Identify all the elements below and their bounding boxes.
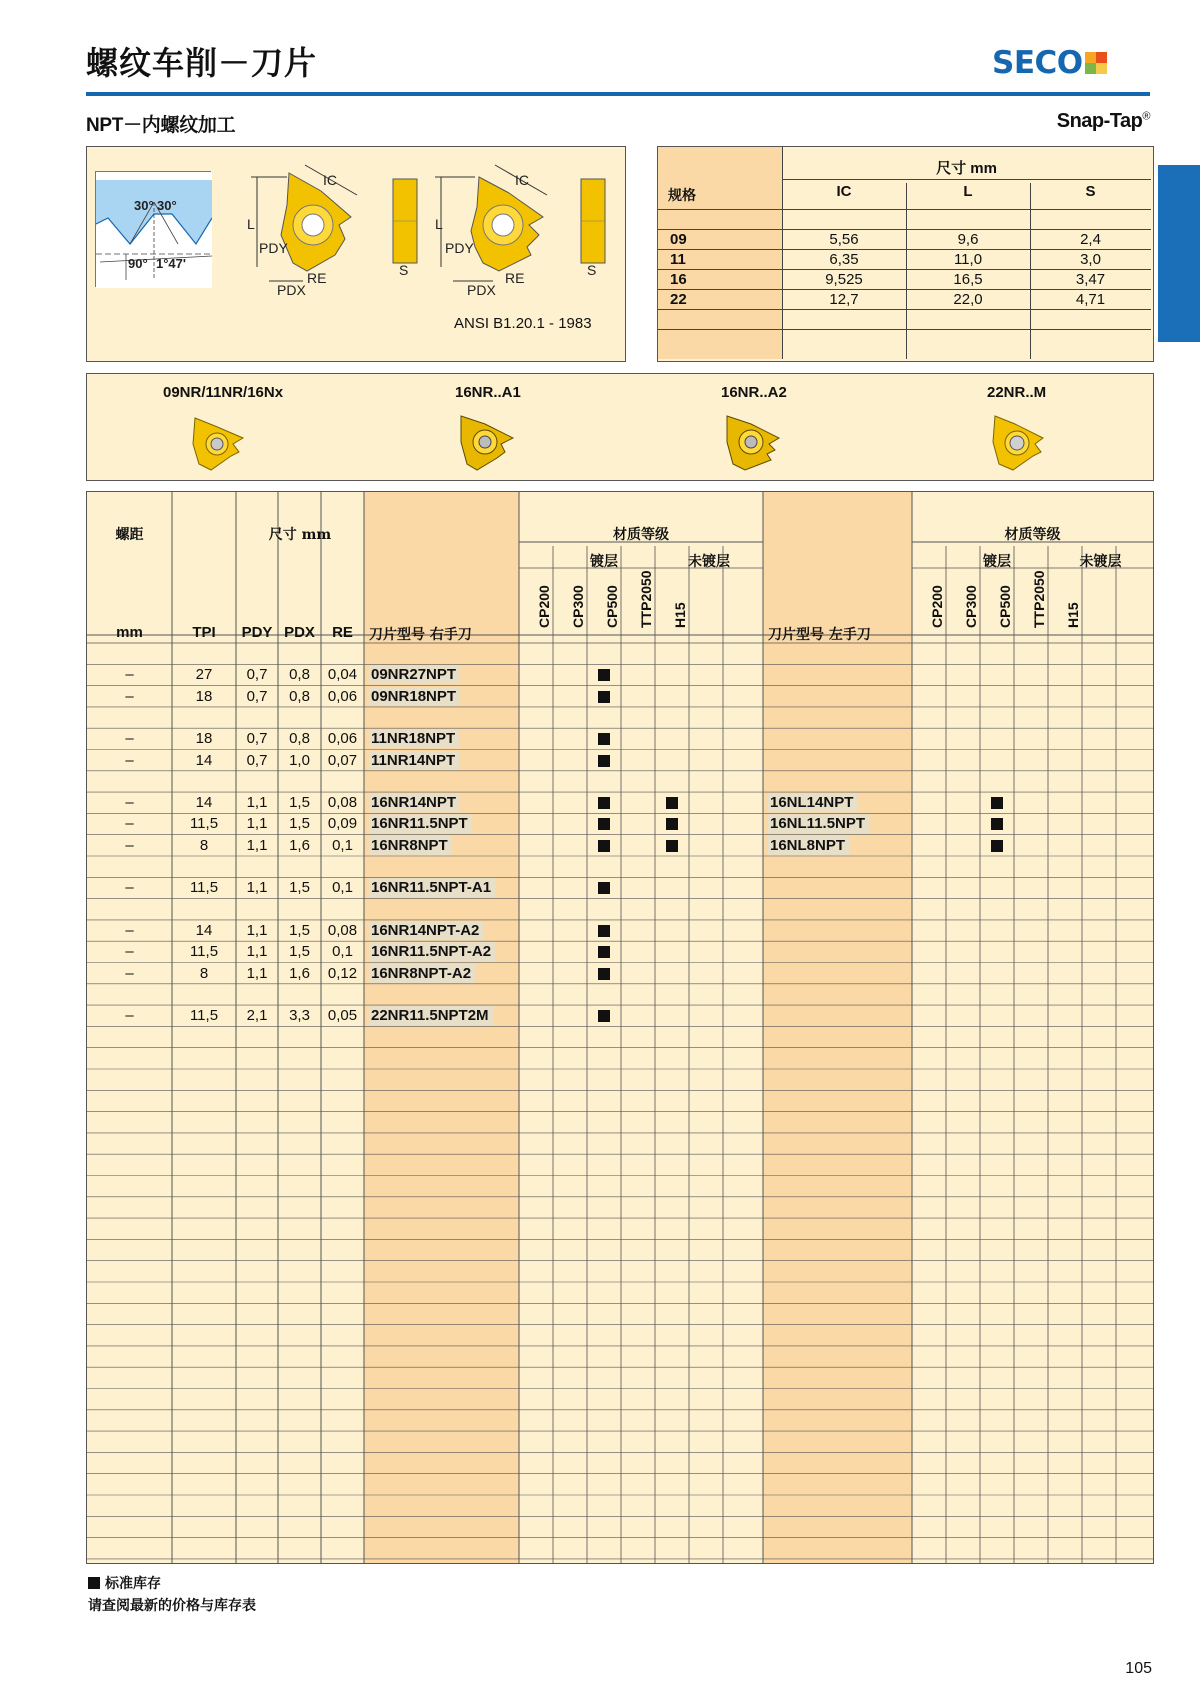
insert-22nr-m-icon	[989, 412, 1049, 472]
re-cell: 0,1	[332, 879, 353, 897]
right-hand-code-header: 刀片型号 右手刀	[369, 627, 472, 643]
pdy-cell: 1,1	[246, 836, 268, 854]
grade-cp500-header-right: CP500	[604, 585, 620, 628]
uncoated-header-right: 未镀层	[688, 554, 730, 570]
pdy-cell: 1,1	[246, 879, 268, 897]
re-cell: 0,04	[327, 666, 358, 684]
pdy-cell: 0,7	[246, 751, 268, 769]
pdx-cell: 1,5	[289, 943, 310, 961]
mm-cell: –	[125, 921, 134, 939]
s-label-2: S	[587, 262, 597, 275]
tpi-cell: 11,5	[189, 1007, 219, 1025]
table-grid	[87, 492, 1153, 1563]
pdy-cell: 0,7	[246, 666, 268, 684]
coated-header-right: 镀层	[590, 554, 618, 570]
grade-cp200-header-left: CP200	[929, 585, 945, 628]
ic-col-header: IC	[836, 183, 852, 200]
left-hand-insert-code[interactable]: 16NL11.5NPT	[768, 814, 869, 833]
pdx-cell: 0,8	[289, 666, 310, 684]
left-hand-insert-code[interactable]: 16NL8NPT	[768, 836, 849, 855]
pdx-cell: 0,8	[289, 730, 310, 748]
tpi-cell: 11,5	[189, 943, 219, 961]
right-hand-insert-code[interactable]: 16NR8NPT-A2	[369, 964, 475, 983]
uncoated-header-left: 未镀层	[1079, 554, 1122, 570]
s-value: 2,4	[1080, 231, 1101, 248]
s-value: 4,71	[1075, 291, 1106, 308]
grade-ttp2050-header-right: TTP2050	[638, 570, 654, 628]
insert-type-label: 16NR..A1	[455, 384, 521, 401]
insert-type-label: 22NR..M	[987, 384, 1047, 401]
grades-header-left: 材质等级	[1004, 527, 1061, 543]
size-col-header: 规格	[668, 188, 696, 204]
coated-header-left: 镀层	[983, 554, 1011, 570]
page-number: 105	[1125, 1660, 1152, 1677]
section-tab[interactable]	[1158, 165, 1200, 342]
ic-value: 6,35	[829, 251, 859, 268]
stock-marker-icon	[991, 840, 1003, 852]
grade-ttp2050-header-left: TTP2050	[1031, 570, 1047, 628]
right-hand-insert-code[interactable]: 22NR11.5NPT2M	[369, 1006, 493, 1025]
right-hand-insert-code[interactable]: 09NR18NPT	[369, 687, 460, 706]
right-hand-insert-code[interactable]: 11NR14NPT	[369, 751, 459, 770]
taper-angle-label: 1°47'	[156, 256, 186, 271]
angle-right-label: 30°	[157, 198, 177, 213]
grade-cp200-header-right: CP200	[536, 585, 552, 628]
mm-cell: –	[125, 964, 134, 982]
tpi-header: TPI	[192, 624, 216, 641]
insert-09nr-icon	[189, 414, 249, 474]
l-label: L	[247, 216, 255, 232]
re-cell: 0,06	[327, 730, 358, 748]
s-value: 3,0	[1080, 251, 1101, 268]
s-col-header: S	[1085, 183, 1096, 200]
insert-side-view-2	[575, 175, 619, 275]
mm-cell: –	[125, 730, 134, 748]
stock-legend-text: 标准库存	[105, 1576, 161, 1592]
pdx-cell: 1,5	[289, 879, 310, 897]
stock-marker-icon	[666, 840, 678, 852]
re-cell: 0,05	[327, 1007, 358, 1025]
size-code: 22	[670, 291, 687, 308]
pitch-header: 螺距	[115, 527, 144, 543]
brand-name	[1057, 110, 1150, 133]
l-value: 16,5	[953, 271, 983, 288]
pdx-cell: 1,5	[289, 815, 310, 833]
size-code: 16	[670, 271, 687, 288]
stock-marker-icon	[598, 818, 610, 830]
insert-side-view-1	[387, 175, 427, 275]
l-label-2: L	[435, 216, 443, 232]
l-value: 22,0	[953, 291, 983, 308]
insert-type-strip	[86, 373, 1154, 481]
ic-label: IC	[323, 172, 337, 188]
grade-cp300-header-right: CP300	[570, 585, 586, 628]
stock-marker-icon	[88, 1577, 100, 1589]
price-note: 请查阅最新的价格与库存表	[88, 1598, 256, 1614]
right-hand-insert-code[interactable]: 11NR18NPT	[369, 729, 459, 748]
pdx-cell: 0,8	[289, 687, 310, 705]
right-hand-insert-code[interactable]: 16NR11.5NPT	[369, 814, 472, 833]
stock-marker-icon	[598, 925, 610, 937]
left-hand-code-header: 刀片型号 左手刀	[768, 627, 871, 643]
pdx-header: PDX	[284, 624, 315, 641]
stock-marker-icon	[666, 797, 678, 809]
tpi-cell: 18	[195, 687, 213, 705]
stock-marker-icon	[666, 818, 678, 830]
mm-header: mm	[116, 624, 143, 641]
stock-marker-icon	[991, 797, 1003, 809]
stock-marker-icon	[598, 797, 610, 809]
pdx-cell: 1,0	[289, 751, 310, 769]
mm-cell: –	[125, 836, 134, 854]
tpi-cell: 14	[195, 751, 213, 769]
mm-cell: –	[125, 794, 134, 812]
re-cell: 0,06	[327, 687, 358, 705]
logo-mark-icon	[1085, 52, 1107, 74]
right-hand-insert-code[interactable]: 16NR11.5NPT-A2	[369, 942, 495, 961]
grades-header-right: 材质等级	[613, 527, 669, 543]
seco-logo	[992, 46, 1107, 80]
re-label: RE	[307, 270, 327, 286]
re-cell: 0,1	[332, 943, 353, 961]
insert-type-label: 09NR/11NR/16Nx	[163, 384, 284, 401]
s-label: S	[399, 262, 409, 275]
brand-registered-mark: ®	[1142, 110, 1150, 123]
stock-marker-icon	[598, 669, 610, 681]
tpi-cell: 11,5	[189, 815, 219, 833]
tpi-cell: 27	[195, 666, 213, 684]
insert-table	[86, 491, 1154, 1564]
tpi-cell: 8	[199, 836, 209, 854]
standard-label: ANSI B1.20.1 - 1983	[454, 315, 592, 332]
brand-label: Snap-Tap	[1056, 110, 1143, 132]
stock-marker-icon	[598, 968, 610, 980]
right-hand-insert-code[interactable]: 16NR8NPT	[369, 836, 452, 855]
stock-marker-icon	[598, 882, 610, 894]
stock-marker-icon	[991, 818, 1003, 830]
pdy-header: PDY	[241, 624, 273, 641]
re-label-2: RE	[505, 270, 525, 286]
angle-90-label: 90°	[128, 256, 148, 271]
mm-cell: –	[125, 815, 134, 833]
size-code: 11	[670, 251, 686, 268]
stock-marker-icon	[598, 1010, 610, 1022]
grade-h15-header-right: H15	[672, 602, 688, 628]
logo-text: SECO	[992, 45, 1083, 81]
grade-h15-header-left: H15	[1065, 602, 1081, 628]
ic-value: 5,56	[829, 231, 859, 248]
mm-cell: –	[125, 879, 134, 897]
l-value: 9,6	[957, 231, 979, 248]
pdx-label: PDX	[277, 282, 306, 295]
right-hand-insert-code[interactable]: 16NR14NPT	[369, 793, 460, 812]
pdx-label-2: PDX	[467, 282, 496, 295]
legend	[88, 1573, 256, 1617]
size-table	[657, 146, 1154, 362]
pdx-cell: 1,5	[289, 794, 310, 812]
pdy-cell: 1,1	[246, 943, 268, 961]
insert-16nr-a1-icon	[457, 412, 517, 472]
dimension-diagram	[86, 146, 626, 362]
re-cell: 0,07	[327, 751, 358, 769]
thread-profile-icon	[96, 172, 212, 288]
insert-16nr-a2-icon	[723, 412, 783, 472]
right-hand-insert-code[interactable]: 16NR14NPT-A2	[369, 921, 483, 940]
pdy-cell: 0,7	[246, 730, 268, 748]
insert-top-view-2	[435, 155, 575, 295]
size-code: 09	[670, 231, 687, 248]
re-cell: 0,08	[327, 794, 358, 812]
pdx-cell: 1,5	[289, 921, 310, 939]
tpi-cell: 11,5	[189, 879, 219, 897]
pdx-cell: 1,6	[289, 836, 310, 854]
pdy-label-2: PDY	[445, 240, 474, 256]
pdy-cell: 1,1	[246, 815, 268, 833]
mm-cell: –	[125, 943, 134, 961]
pdy-cell: 1,1	[246, 794, 268, 812]
stock-marker-icon	[598, 733, 610, 745]
stock-marker-icon	[598, 691, 610, 703]
tpi-cell: 14	[195, 794, 213, 812]
left-hand-insert-code[interactable]: 16NL14NPT	[768, 793, 857, 812]
pdy-label: PDY	[259, 240, 288, 256]
title-rule	[86, 92, 1150, 96]
stock-marker-icon	[598, 840, 610, 852]
mm-cell: –	[125, 1007, 134, 1025]
thread-profile-inset	[95, 171, 211, 287]
pdy-cell: 2,1	[246, 1007, 268, 1025]
page-subtitle: NPT－内螺纹加工	[86, 115, 236, 136]
pdx-cell: 3,3	[289, 1007, 310, 1025]
s-value: 3,47	[1075, 271, 1106, 288]
mm-cell: –	[125, 751, 134, 769]
pdy-cell: 1,1	[246, 921, 268, 939]
grade-cp300-header-left: CP300	[963, 585, 979, 628]
stock-marker-icon	[598, 755, 610, 767]
grade-cp500-header-left: CP500	[997, 585, 1013, 628]
pdx-cell: 1,6	[289, 964, 310, 982]
l-col-header: L	[963, 183, 973, 200]
ic-value: 12,7	[829, 291, 859, 308]
size-dims-header: 尺寸 mm	[936, 160, 997, 177]
page-title: 螺纹车削－刀片	[86, 44, 318, 82]
stock-legend	[88, 1573, 256, 1595]
re-cell: 0,1	[332, 836, 353, 854]
pdy-cell: 1,1	[246, 964, 268, 982]
mm-cell: –	[125, 666, 134, 684]
re-cell: 0,12	[327, 964, 358, 982]
tpi-cell: 14	[195, 921, 213, 939]
angle-left-label: 30°	[134, 198, 154, 213]
insert-top-view-1	[247, 155, 387, 295]
re-cell: 0,08	[327, 921, 358, 939]
tpi-cell: 8	[199, 964, 209, 982]
pdy-cell: 0,7	[246, 687, 268, 705]
re-cell: 0,09	[327, 815, 358, 833]
ic-label-2: IC	[515, 172, 529, 188]
re-header: RE	[332, 624, 353, 641]
dims-header: 尺寸 mm	[268, 527, 332, 543]
mm-cell: –	[125, 687, 134, 705]
stock-marker-icon	[598, 946, 610, 958]
ic-value: 9,525	[825, 271, 863, 288]
right-hand-insert-code[interactable]: 16NR11.5NPT-A1	[369, 878, 495, 897]
tpi-cell: 18	[195, 730, 213, 748]
l-value: 11,0	[953, 251, 983, 268]
right-hand-insert-code[interactable]: 09NR27NPT	[369, 665, 460, 684]
insert-type-label: 16NR..A2	[721, 384, 787, 401]
